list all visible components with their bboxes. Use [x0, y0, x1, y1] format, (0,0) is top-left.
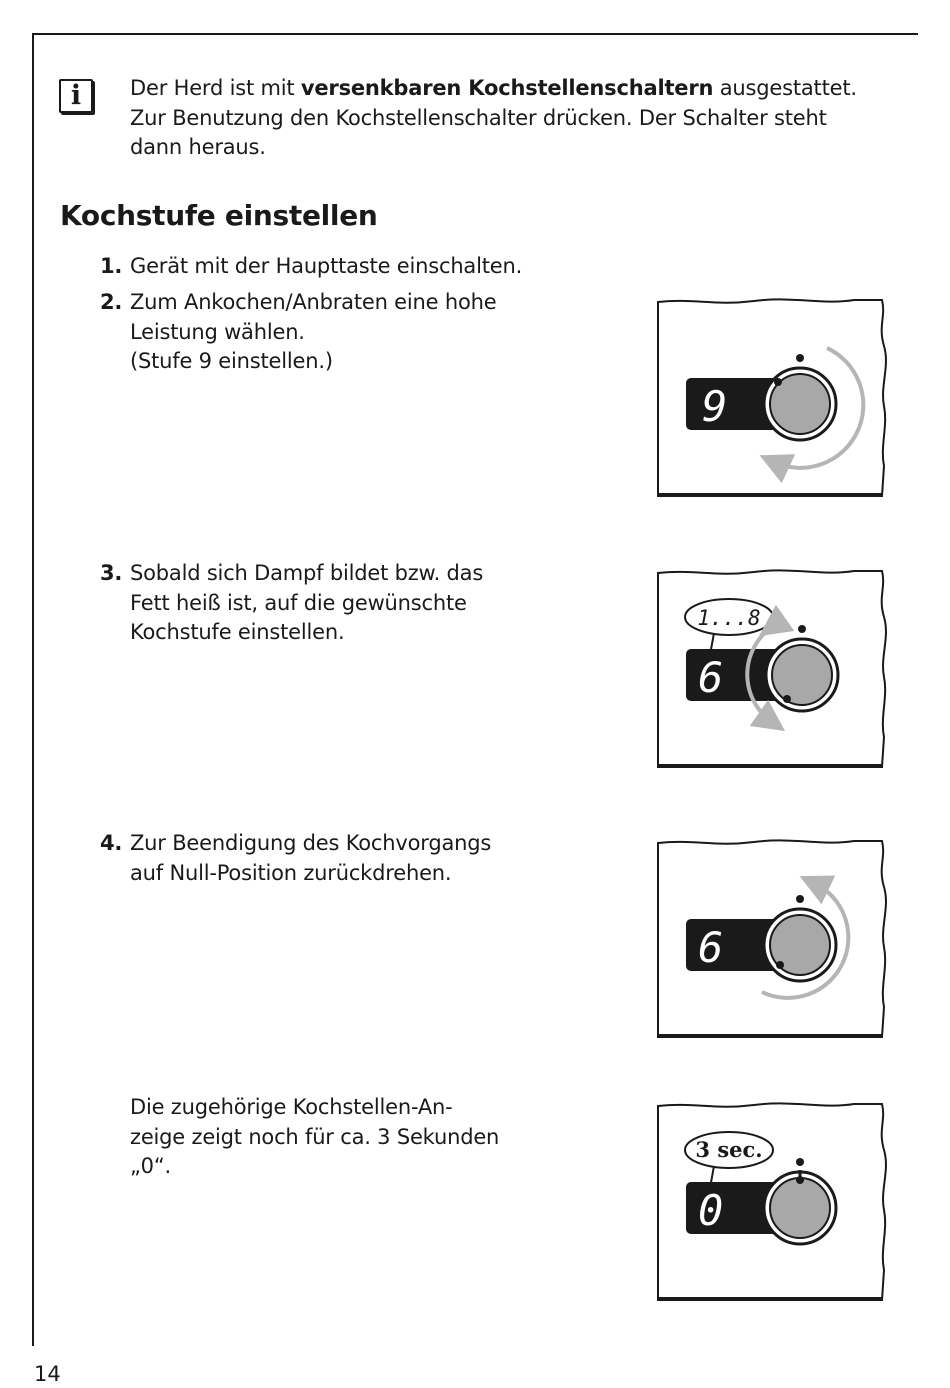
step-number: 3.: [100, 561, 123, 585]
display-digit: 9: [702, 382, 728, 431]
knob-pointer: [774, 378, 782, 386]
step-line: Kochstufe einstellen.: [130, 620, 345, 644]
zero-marker-dot: [796, 895, 804, 903]
note-line: „0“.: [130, 1154, 171, 1178]
figure-residual-display: [654, 1100, 890, 1306]
figure-select-level: [654, 567, 890, 773]
info-line-1: Der Herd ist mit versenkbaren Kochstellenschaltern ausgestattet.: [130, 76, 857, 100]
step-number: 1.: [100, 254, 123, 278]
step-line: Fett heiß ist, auf die gewünschte: [130, 590, 467, 615]
step-2: [100, 288, 600, 377]
step-1: [100, 252, 600, 282]
display-digit: 0: [698, 1186, 724, 1235]
step-3: [100, 559, 600, 648]
step-line: Leistung wählen.: [130, 319, 305, 344]
zero-marker-dot: [798, 625, 806, 633]
note-line: Die zugehörige Kochstellen-An-: [130, 1095, 453, 1119]
step-number: 4.: [100, 831, 123, 855]
left-rule: [32, 33, 34, 1346]
knob-pointer: [776, 961, 784, 969]
step-line: Zur Beendigung des Kochvorgangs: [130, 831, 492, 855]
zero-marker-dot: [796, 1158, 804, 1166]
step-line: auf Null-Position zurückdrehen.: [130, 860, 452, 885]
bubble-text: 3 sec.: [695, 1137, 763, 1162]
info-icon: i: [59, 79, 93, 113]
bubble-text: 1...8: [697, 606, 761, 630]
info-paragraph: [130, 74, 890, 163]
knob-face: [772, 645, 832, 705]
info-line-3: dann heraus.: [130, 135, 266, 159]
step-line: Gerät mit der Haupttaste einschalten.: [130, 254, 523, 278]
figure-set-level-9: [654, 296, 890, 502]
section-heading: Kochstufe einstellen: [60, 199, 378, 232]
step-line: Sobald sich Dampf bildet bzw. das: [130, 561, 484, 585]
step-line: Zum Ankochen/Anbraten eine hohe: [130, 290, 497, 314]
zero-marker-dot: [796, 354, 804, 362]
step-4: [100, 829, 600, 888]
info-bold-text: versenkbaren Kochstellenschaltern: [300, 76, 714, 100]
step-number: 2.: [100, 290, 123, 314]
note-line: zeige zeigt noch für ca. 3 Sekunden: [130, 1124, 500, 1149]
display-digit: 6: [698, 653, 724, 702]
figure-turn-off: [654, 837, 890, 1043]
info-line-2: Zur Benutzung den Kochstellenschalter drücken. Der Schalter steht: [130, 105, 827, 130]
display-note: [130, 1093, 600, 1182]
step-line: (Stufe 9 einstellen.): [130, 349, 333, 373]
display-digit: 6: [698, 923, 724, 972]
page-number: 14: [34, 1362, 61, 1386]
top-rule: [32, 33, 918, 35]
knob-pointer: [783, 695, 791, 703]
knob-face: [770, 1178, 830, 1238]
